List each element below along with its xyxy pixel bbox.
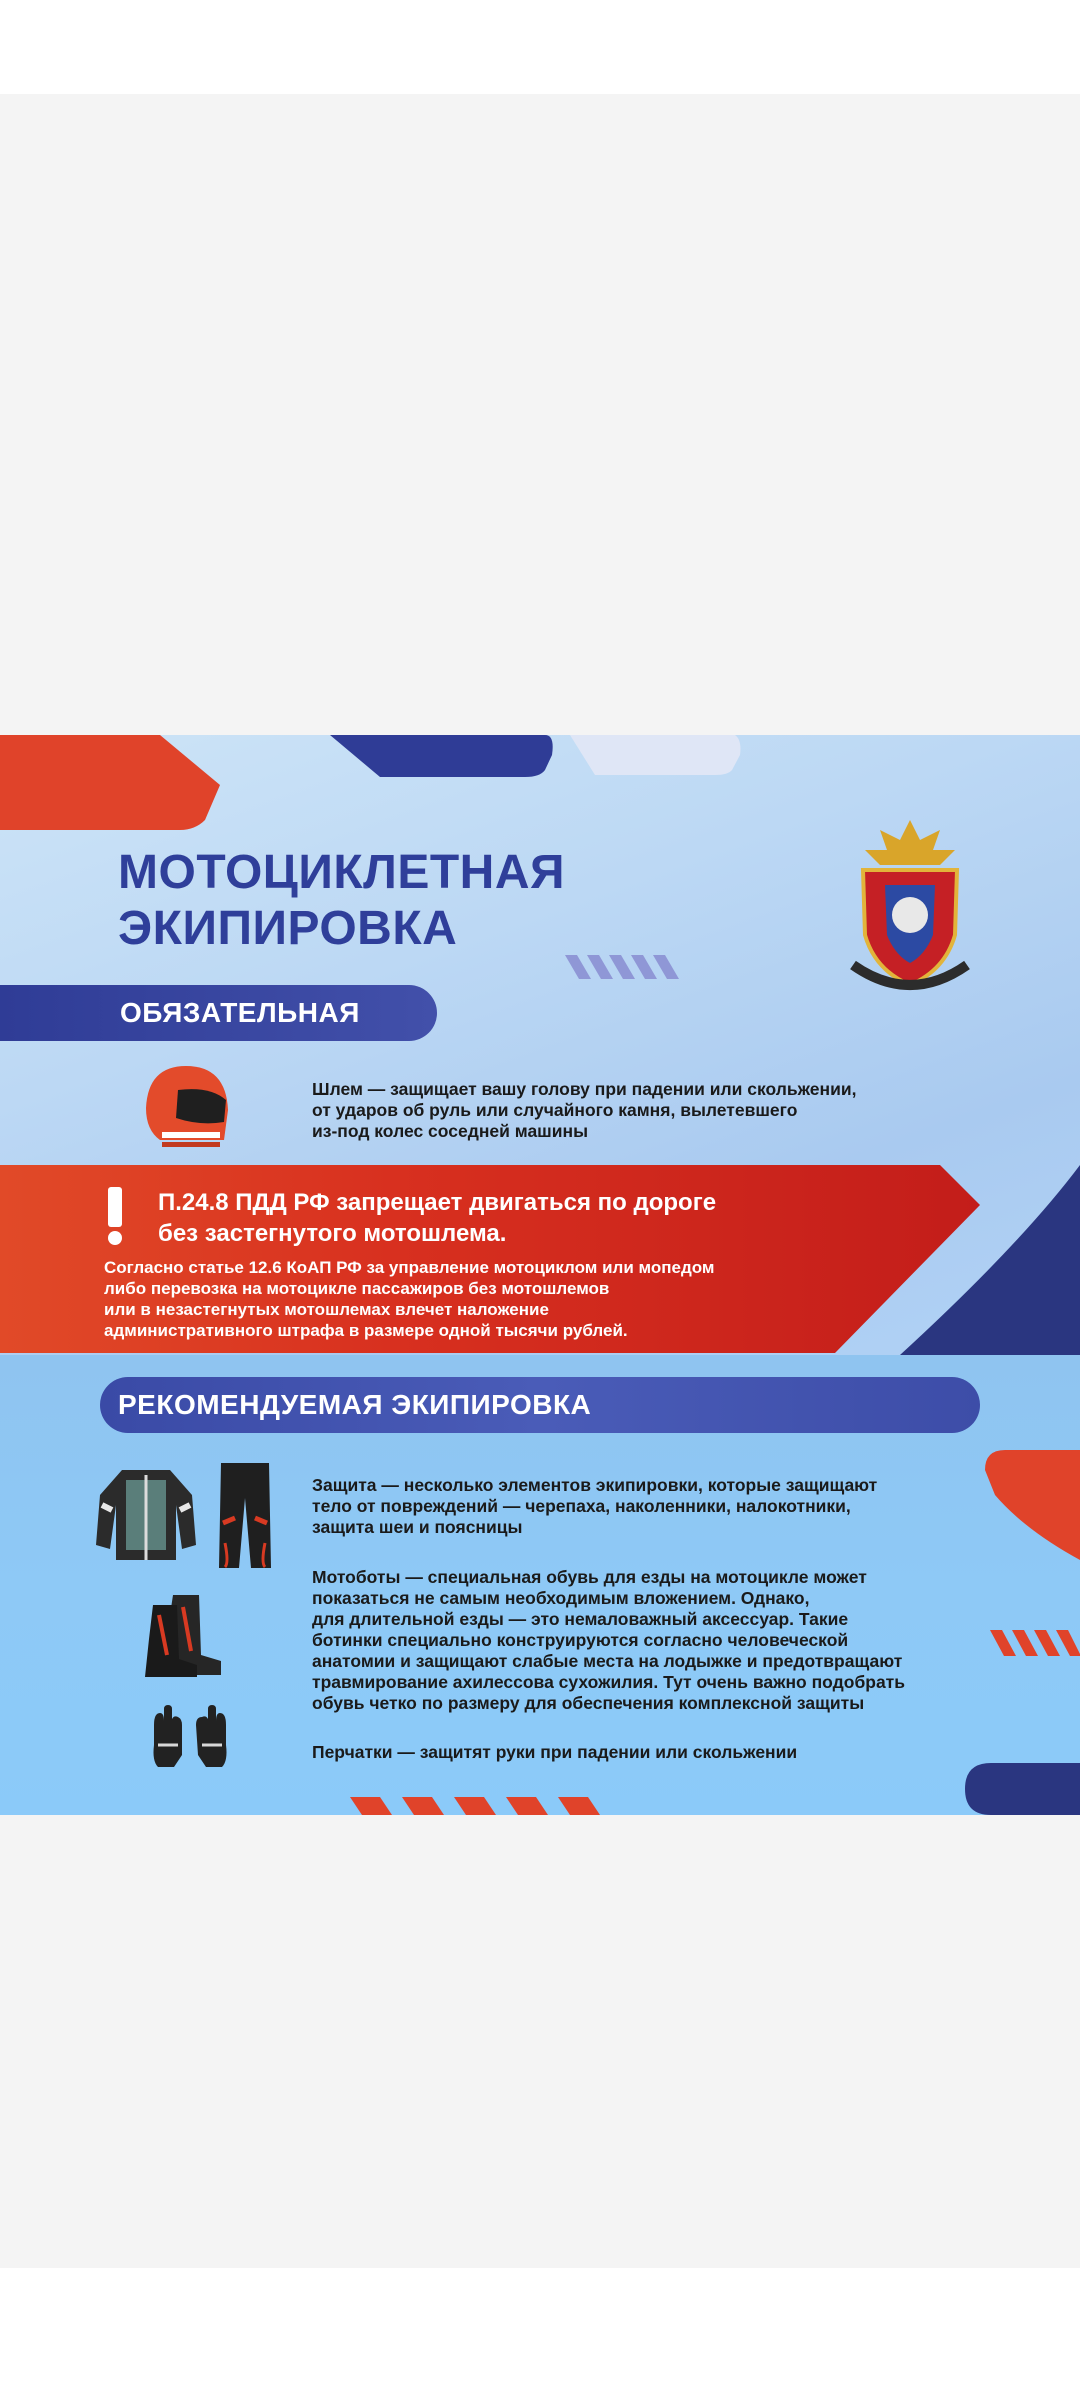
- title-line-2: ЭКИПИРОВКА: [118, 902, 458, 955]
- boots-description: Мотоботы — специальная обувь для езды на мотоцикле может показаться не самым необходимым вложением. Однако, для длительной езды — это немаловажный аксессуар. Такие ботинки специально конструируются согласно человеческой анатомии и защищают слабые места на лодыжке и предотвращают травмирование ахилессова сухожилия. Тут очень важно подобрать обувь четко по размеру для обеспечения комплексной защиты: [312, 1567, 906, 1713]
- protection-description: Защита — несколько элементов экипировки, которые защищают тело от повреждений — черепаха, наколенники, налокотники, защита шеи и поясницы: [312, 1475, 878, 1537]
- poster-title: [118, 845, 565, 957]
- title-line-1: МОТОЦИКЛЕТНАЯ: [118, 846, 565, 899]
- gloves-icon: [150, 1705, 230, 1769]
- warning-body: Согласно статье 12.6 КоАП РФ за управление мотоциклом или мопедом либо перевозка на мотоцикле пассажиров без мотошлемов или в незастегнутых мотошлемах влечет наложение административного штрафа в размере одной тысячи рублей.: [104, 1258, 715, 1340]
- decor-hatch-stripes: [565, 955, 685, 981]
- decor-bottom-hatch: [350, 1797, 610, 1815]
- section-mandatory-label: ОБЯЗАТЕЛЬНАЯ: [0, 985, 437, 1041]
- exclamation-icon: [106, 1187, 124, 1245]
- helmet-icon: [140, 1060, 232, 1152]
- boots-term: Мотоботы: [312, 1567, 401, 1587]
- helmet-description: Шлем — защищает вашу голову при падении или скольжении, от ударов об руль или случайного камня, вылетевшего из-под колес соседней машины: [312, 1079, 857, 1141]
- gloves-term: Перчатки: [312, 1742, 393, 1762]
- decor-right-hatch: [990, 1630, 1080, 1658]
- infographic-poster: [0, 735, 1080, 1815]
- warning-title: П.24.8 ПДД РФ запрещает двигаться по дороге без застегнутого мотошлема.: [158, 1189, 717, 1247]
- moto-boots-icon: [145, 1595, 223, 1677]
- police-emblem-icon: [845, 815, 975, 1005]
- gloves-description: Перчатки — защитят руки при падении или скольжении: [312, 1742, 798, 1762]
- decor-right-navy-pill: [965, 1763, 1080, 1815]
- decor-right-red-shape: [985, 1450, 1080, 1560]
- protection-term: Защита: [312, 1475, 377, 1495]
- protective-jacket-icon: [92, 1465, 200, 1565]
- law-article: статье 12.6 КоАП РФ: [188, 1258, 362, 1277]
- helmet-term: Шлем: [312, 1079, 363, 1099]
- protective-pants-icon: [215, 1463, 275, 1573]
- section-recommended-label: РЕКОМЕНДУЕМАЯ ЭКИПИРОВКА: [100, 1377, 980, 1433]
- image-viewer: [0, 94, 1080, 2268]
